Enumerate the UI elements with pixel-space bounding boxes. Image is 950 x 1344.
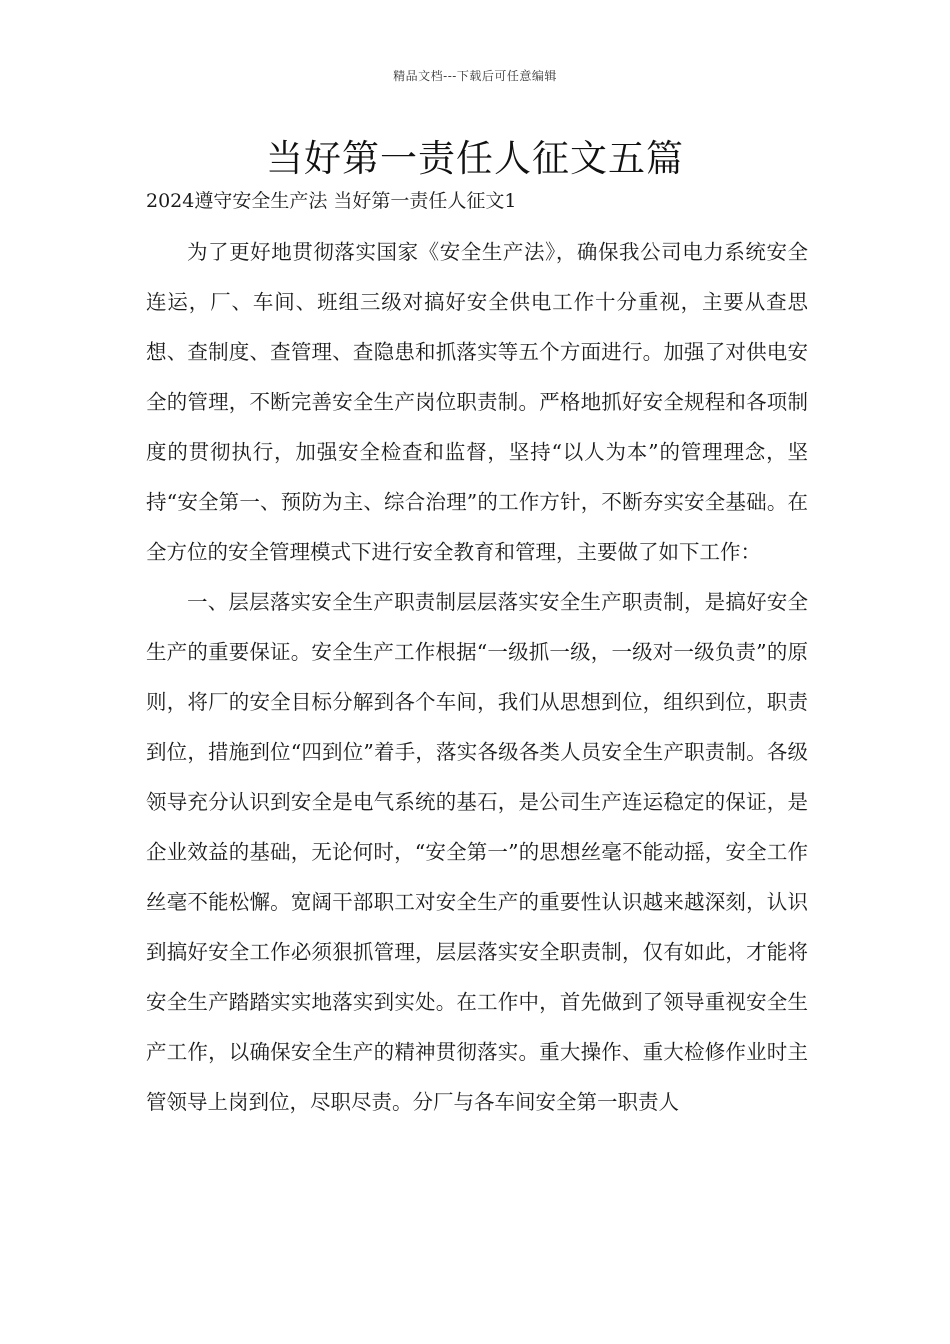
document-title: 当好第一责任人征文五篇: [266, 137, 684, 180]
header-note: 精品文档---下载后可任意编辑: [393, 69, 557, 83]
document-subtitle: 2024遵守安全生产法 当好第一责任人征文1: [146, 190, 517, 212]
document-body: [146, 227, 808, 1127]
body-paragraph: 一、层层落实安全生产职责制层层落实安全生产职责制，是搞好安全生产的重要保证。安全生产工作根据“一级抓一级，一级对一级负责”的原则，将厂的安全目标分解到各个车间，我们从思想到位，组织到位，职责到位，措施到位“四到位”着手，落实各级各类人员安全生产职责制。各级领导充分认识到安全是电气系统的基石，是公司生产连运稳定的保证，是企业效益的基础，无论何时，“安全第一”的思想丝毫不能动摇，安全工作丝毫不能松懈。宽阔干部职工对安全生产的重要性认识越来越深刻，认识到搞好安全工作必须狠抓管理，层层落实安全职责制，仅有如此，才能将安全生产踏踏实实地落实到实处。在工作中，首先做到了领导重视安全生产工作，以确保安全生产的精神贯彻落实。重大操作、重大检修作业时主管领导上岗到位，尽职尽责。分厂与各车间安全第一职责人: [146, 590, 808, 1114]
body-paragraph: 为了更好地贯彻落实国家《安全生产法》，确保我公司电力系统安全连运，厂、车间、班组三级对搞好安全供电工作十分重视，主要从查思想、查制度、查管理、查隐患和抓落实等五个方面进行。加强了对供电安全的管理，不断完善安全生产岗位职责制。严格地抓好安全规程和各项制度的贯彻执行，加强安全检查和监督，坚持“以人为本”的管理理念，坚持“安全第一、预防为主、综合治理”的工作方针，不断夯实安全基础。在全方位的安全管理模式下进行安全教育和管理，主要做了如下工作：: [146, 240, 808, 564]
